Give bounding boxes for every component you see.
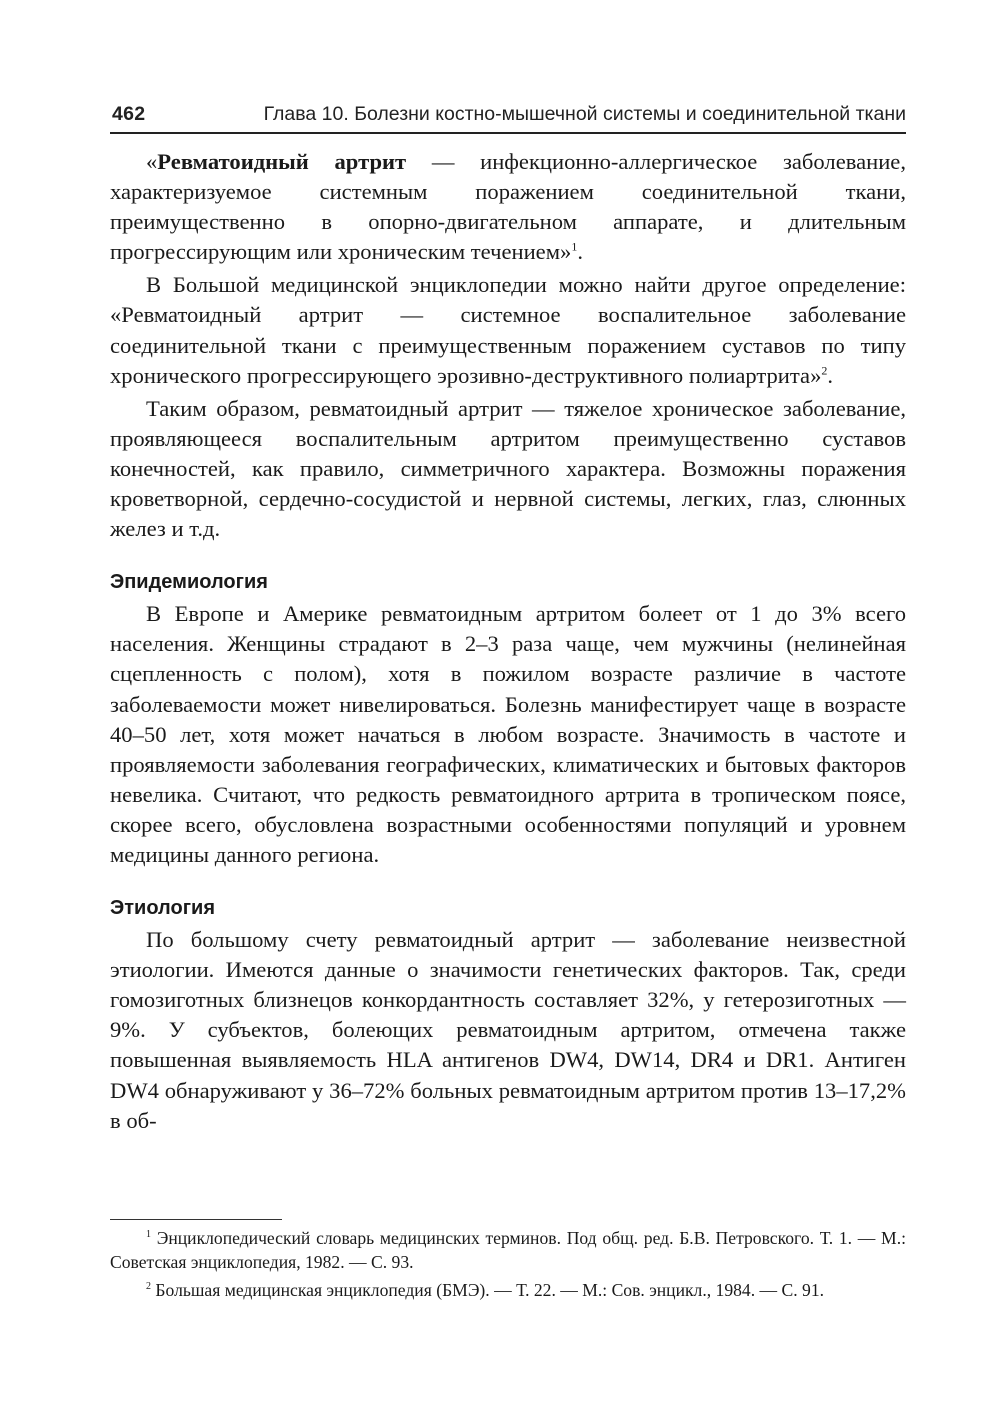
- footnote-number: 1: [146, 1229, 151, 1241]
- footnote-ref-2[interactable]: 2: [821, 363, 828, 378]
- footnote-2: [110, 1278, 906, 1302]
- footnote-1: [110, 1226, 906, 1274]
- footnote-number: 2: [146, 1281, 151, 1293]
- page-body: [110, 147, 906, 1139]
- chapter-title: Глава 10. Болезни костно-мышечной системы и соединительной ткани: [263, 103, 906, 125]
- footnotes: [110, 1226, 906, 1306]
- open-quote: «: [146, 149, 158, 174]
- footnote-divider: [110, 1219, 282, 1220]
- defined-term: Ревматоидный артрит: [157, 149, 407, 174]
- definition-text: — инфекционно-аллергическое заболевание, характеризуемое системным поражением соединительной ткани, преимущественно в опорно-двигательном аппарате, и длительным прогрессирующим или хроническим течением»: [110, 149, 906, 265]
- epidemiology-heading: Эпидемиология: [110, 571, 268, 594]
- page-number: 462: [112, 103, 146, 125]
- etiology-paragraph: По большому счету ревматоидный артрит — заболевание неизвестной этиологии. Имеются данные о значимости генетических факторов. Так, среди гомозиготных близнецов конкордантность составляет 32%, у гетерозиготных — 9%. У субъектов, болеющих ревматоидным артритом, отмечена также повышенная выявляемость HLA антигенов DW4, DW14, DR4 и DR1. Антиген DW4 обнаруживают у 36–72% больных ревматоидным артритом против 13–17,2% в об-: [110, 927, 906, 1133]
- footnote-text: Большая медицинская энциклопедия (БМЭ). — Т. 22. — М.: Сов. энцикл., 1984. — С. 91.: [155, 1280, 825, 1300]
- etiology-heading: Этиология: [110, 897, 215, 920]
- bme-definition-text: В Большой медицинской энциклопедии можно найти другое определение: «Ревматоидный артрит — системное воспалительное заболевание соединительной ткани с преимущественным поражением суставов по типу хронического прогрессирующего эрозивно-деструктивного полиартрита»: [110, 272, 906, 388]
- footnote-ref-1[interactable]: 1: [571, 239, 578, 254]
- definition-paragraph: «Ревматоидный артрит — инфекционно-аллергическое заболевание, характеризуемое системным поражением соединительной ткани, преимущественно в опорно-двигательном аппарате, и длительным прогрессирующим или хроническим течением»$^1$.: [110, 149, 906, 265]
- epidemiology-paragraph: В Европе и Америке ревматоидным артритом болеет от 1 до 3% всего населения. Женщины страдают в 2–3 раза чаще, чем мужчины (нелинейная сцепленность с полом), хотя в пожилом возрасте различие в частоте заболеваемости может нивелироваться. Болезнь манифестирует чаще в возрасте 40–50 лет, хотя может начаться в любом возрасте. Значимость в частоте и проявляемости заболевания географических, климатических и бытовых факторов невелика. Считают, что редкость ревматоидного артрита в тропическом поясе, скорее всего, обусловлена возрастными особенностями популяций и уровнем медицины данного региона.: [110, 601, 906, 867]
- running-header: [110, 100, 906, 134]
- summary-paragraph: Таким образом, ревматоидный артрит — тяжелое хроническое заболевание, проявляющееся воспалительным артритом преимущественно суставов конечностей, как правило, симметричного характера. Возможны поражения кроветворной, сердечно-сосудистой и нервной системы, легких, глаз, слюнных желез и т.д.: [110, 395, 906, 542]
- footnote-text: Энциклопедический словарь медицинских терминов. Под общ. ред. Б.В. Петровского. Т. 1. — М.: Советская энциклопедия, 1982. — С. 93.: [110, 1228, 906, 1272]
- bme-definition-paragraph: В Большой медицинской энциклопедии можно найти другое определение: «Ревматоидный артрит — системное воспалительное заболевание соединительной ткани с преимущественным поражением суставов по типу хронического прогрессирующего эрозивно-деструктивного полиартрита»$^2$.: [110, 272, 906, 388]
